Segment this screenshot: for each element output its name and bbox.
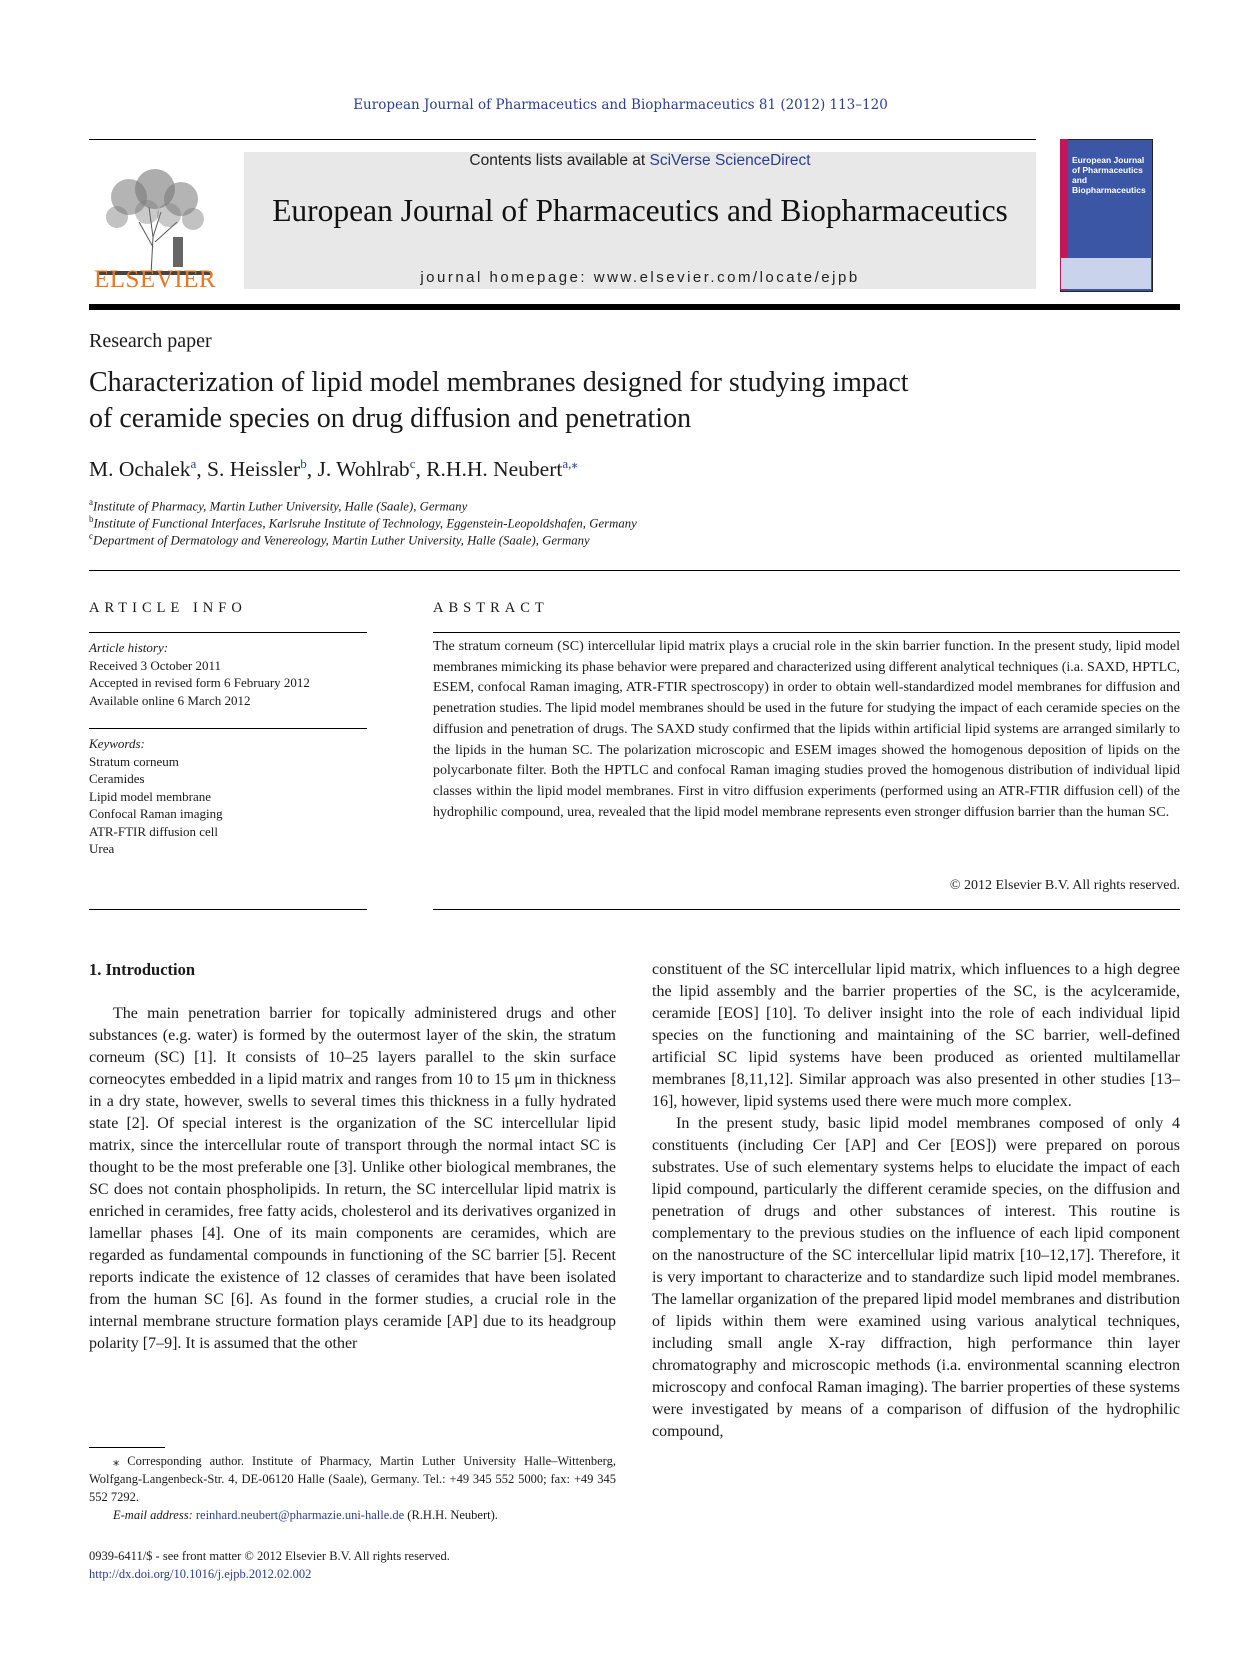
author-sup[interactable]: c: [409, 456, 416, 471]
cover-title: European Journal of Pharmaceutics and Biopharmaceutics: [1072, 155, 1146, 195]
section-heading-introduction: 1. Introduction: [89, 960, 196, 979]
author-sup[interactable]: a: [190, 456, 197, 471]
body-column-left: [89, 1003, 616, 1355]
author-sup[interactable]: a,⁎: [562, 456, 578, 471]
article-history: [89, 639, 367, 709]
journal-homepage[interactable]: journal homepage: www.elsevier.com/locate/ejpb: [420, 269, 860, 286]
online-date: Available online 6 March 2012: [89, 692, 251, 708]
body-column-right: [652, 959, 1180, 1443]
affiliation-text: Department of Dermatology and Venereology, Martin Luther University, Halle (Saale), Germany: [93, 533, 590, 548]
article-info-rule: [89, 728, 367, 729]
keyword: Stratum corneum: [89, 753, 179, 769]
affiliation: [89, 497, 467, 514]
keywords: [89, 735, 367, 858]
cover-footer: [1061, 258, 1151, 289]
keyword: Urea: [89, 841, 115, 856]
article-info-heading: ARTICLE INFO: [89, 600, 247, 616]
footnote-marker: ⁎: [113, 1454, 120, 1468]
abstract-copyright: © 2012 Elsevier B.V. All rights reserved.: [949, 878, 1180, 893]
affiliation-text: Institute of Pharmacy, Martin Luther University, Halle (Saale), Germany: [93, 499, 468, 514]
author-name: R.H.H. Neubert: [426, 457, 563, 482]
history-label: Article history:: [89, 640, 169, 655]
abstract-heading: ABSTRACT: [433, 600, 549, 616]
body-paragraph: The main penetration barrier for topically administered drugs and other substances (e.g. water) is formed by the outermost layer of the skin, the stratum corneum (SC) [1]. It consists of 10–25 layers parallel to the skin surface corneocytes embedded in a lipid matrix and ranges from 10 to 15 μm in thickness in a dry state, however, swells to several times this thickness in a fully hydrated state [2]. Of special interest is the organization of the SC intercellular lipid matrix, since the intercellular route of transport through the normal intact SC is thought to be the most preferable one [3]. Unlike other biological membranes, the SC does not contain phospholipids. In return, the SC intercellular lipid matrix is enriched in ceramides, free fatty acids, cholesterol and its derivatives organized in lamellar phases [4]. One of its main components are ceramides, which are regarded as fundamental compounds in functioning of the SC barrier [5]. Recent reports indicate the existence of 12 classes of ceramides that have been isolated from the human SC [6]. As found in the former studies, a crucial role in the internal membrane structure formation plays ceramide [AP] due to its headgroup polarity [7–9]. It is assumed that the other: [89, 1005, 616, 1352]
footnote-rule: [89, 1447, 165, 1448]
contents-prefix: Contents lists available at: [469, 152, 650, 169]
affiliation-text: Institute of Functional Interfaces, Karlsruhe Institute of Technology, Eggenstein-Leopoldshafen, Germany: [93, 516, 637, 531]
article-info-rule: [89, 632, 367, 633]
header-thick-rule: [89, 304, 1180, 310]
keyword: ATR-FTIR diffusion cell: [89, 823, 219, 839]
abstract-text: The stratum corneum (SC) intercellular lipid matrix plays a crucial role in the skin barrier function. In the present study, lipid model membranes mimicking its phase behavior were prepared and characterized using different analytical techniques (i.a. SAXD, HPTLC, ESEM, confocal Raman imaging, ATR-FTIR spectroscopy) in order to obtain well-standardized model membranes for diffusion and penetration studies. The lipid model membranes should be used in the future for studying the impact of each ceramide species on the diffusion and penetration of drugs. The SAXD study confirmed that the lipids within artificial lipid systems are arranged similarly to the lipids in the human SC. The polarization microscopic and ESEM images showed the homogenous deposition of lipids on the polycarbonate filter. Both the HPTLC and confocal Raman imaging studies proved the homogenous distribution of individual lipid classes within the lipid model membranes. First in vitro diffusion experiments (performed using an ATR-FTIR diffusion cell) of the hydrophilic compound, urea, revealed that the lipid model membrane represents even stronger diffusion barrier than the human SC.: [433, 639, 1180, 820]
corresponding-author-footnote: [89, 1452, 616, 1524]
accepted-date: Accepted in revised form 6 February 2012: [89, 675, 310, 690]
header-rule: [89, 139, 1036, 140]
author-name: S. Heissler: [207, 457, 301, 482]
keyword: Lipid model membrane: [89, 788, 212, 804]
email-link[interactable]: reinhard.neubert@pharmazie.uni-halle.de: [195, 1508, 405, 1522]
issn-line: [89, 1547, 450, 1583]
abstract-rule: [433, 632, 1180, 633]
affiliation-rule: [89, 570, 1180, 571]
journal-reference-link[interactable]: European Journal of Pharmaceutics and Biopharmaceutics 81 (2012) 113–120: [353, 97, 888, 113]
issn-text: 0939-6411/$ - see front matter © 2012 Elsevier B.V. All rights reserved.: [89, 1549, 450, 1563]
author-sup[interactable]: b: [300, 456, 307, 471]
contents-line: [244, 152, 1036, 170]
article-title: [89, 365, 1089, 437]
body-paragraph: constituent of the SC intercellular lipid matrix, which influences to a high degree the lipid assembly and the barrier properties of the SC, is the acylceramide, ceramide [EOS] [10]. To deliver insight into the role of each individual lipid species on the functioning and maintaining of the SC barrier, well-defined artificial SC lipid systems have been produced as oriented multilamellar membranes [8,11,12]. Similar approach was also presented in other studies [13–16], however, lipid systems used there were much more complex.: [652, 961, 1180, 1110]
article-info-rule: [89, 909, 367, 910]
paper-type: Research paper: [89, 330, 212, 352]
email-label: E-mail address:: [113, 1508, 196, 1522]
body-paragraph: In the present study, basic lipid model membranes composed of only 4 constituents (including Cer [AP] and Cer [EOS]) were prepared on porous substrates. Use of such elementary systems helps to elucidate the impact of each lipid compound, particularly the different ceramide species, on the diffusion and penetration of drugs and other substances of interest. This routine is complementary to the previous studies on the influence of each lipid component on the nanostructure of the SC intercellular lipid matrix [10–12,17]. Therefore, it is very important to characterize and to standardize such lipid model membranes. The lamellar organization of the prepared lipid model membranes and distribution of lipids within them were examined using various analytical techniques, including small angle X-ray diffraction, high performance thin layer chromatography and microscopic methods (i.a. environmental scanning electron microscopy and confocal Raman imaging). The barrier properties of these systems were investigated by means of a comparison of diffusion of the hydrophilic compound,: [652, 1115, 1180, 1440]
footnote-text: Corresponding author. Institute of Pharmacy, Martin Luther University Halle–Wittenberg, Wolfgang-Langenbeck-Str. 4, DE-06120 Halle (Saale), Germany. Tel.: +49 345 552 5000; fax: +49 345 552 7292.: [89, 1454, 616, 1504]
elsevier-wordmark: ELSEVIER: [93, 266, 217, 293]
affiliation-sup: b: [89, 514, 94, 524]
author-name: J. Wohlrab: [317, 457, 410, 482]
sciencedirect-link[interactable]: SciVerse ScienceDirect: [649, 152, 811, 169]
affiliation: [89, 514, 637, 531]
affiliation-sup: c: [89, 531, 93, 541]
article-title-line2: of ceramide species on drug diffusion and penetration: [89, 403, 692, 434]
received-date: Received 3 October 2011: [89, 657, 221, 673]
keyword: Ceramides: [89, 771, 145, 786]
email-owner: (R.H.H. Neubert).: [404, 1508, 498, 1522]
doi-link[interactable]: http://dx.doi.org/10.1016/j.ejpb.2012.02.002: [89, 1567, 312, 1581]
keyword: Confocal Raman imaging: [89, 806, 223, 821]
abstract-rule: [433, 909, 1180, 910]
author-list: M. Ochalek$^a$, S. Heissler$^b$, J. Wohlrab$^c$, R.H.H. Neubert$^{a,⁎}$: [89, 456, 578, 482]
author-name: M. Ochalek: [89, 457, 191, 482]
journal-title: European Journal of Pharmaceutics and Biopharmaceutics: [272, 193, 1008, 228]
affiliation-sup: a: [89, 497, 93, 507]
keywords-label: Keywords:: [89, 736, 145, 751]
article-title-line1: Characterization of lipid model membranes designed for studying impact: [89, 367, 909, 398]
affiliation: [89, 531, 590, 548]
